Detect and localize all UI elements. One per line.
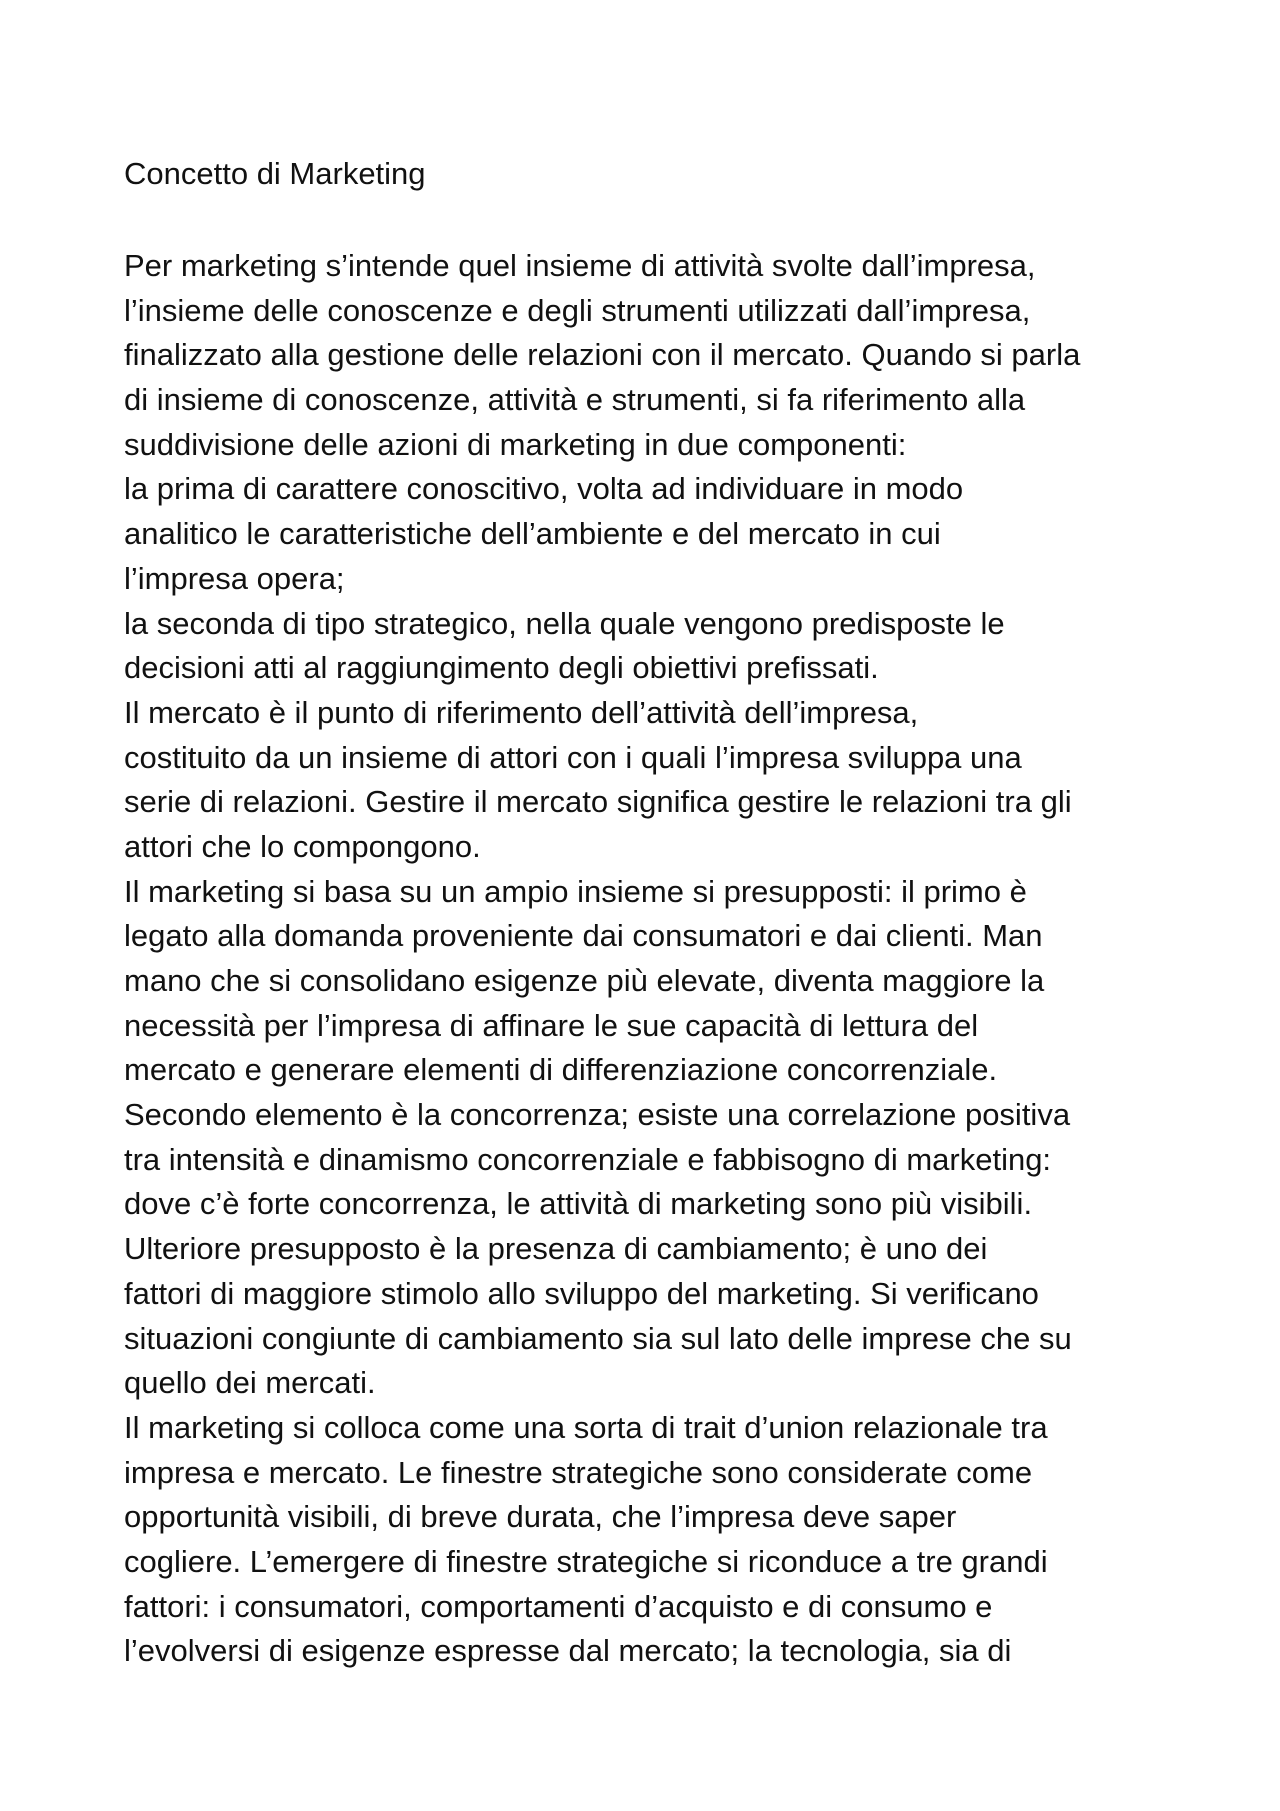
body-line: l’insieme delle conoscenze e degli strumenti utilizzati dall’impresa, [124, 292, 1031, 328]
body-line: necessità per l’impresa di affinare le sue capacità di lettura del [124, 1007, 979, 1043]
body-line: Il mercato è il punto di riferimento dell’attività dell’impresa, [124, 694, 919, 730]
body-line: finalizzato alla gestione delle relazioni con il mercato. Quando si parla [124, 337, 1081, 373]
body-line: situazioni congiunte di cambiamento sia sul lato delle imprese che su [124, 1320, 1072, 1356]
body-line: Il marketing si colloca come una sorta di trait d’union relazionale tra [124, 1409, 1048, 1445]
body-line: fattori: i consumatori, comportamenti d’acquisto e di consumo e [124, 1588, 993, 1624]
body-line: impresa e mercato. Le finestre strategiche sono considerate come [124, 1454, 1033, 1490]
body-line: analitico le caratteristiche dell’ambiente e del mercato in cui [124, 516, 941, 552]
body-line: attori che lo compongono. [124, 828, 481, 864]
document-body [124, 244, 1204, 1674]
body-line: la prima di carattere conoscitivo, volta ad individuare in modo [124, 471, 964, 507]
body-line: Il marketing si basa su un ampio insieme si presupposti: il primo è [124, 873, 1027, 909]
body-line: di insieme di conoscenze, attività e strumenti, si fa riferimento alla [124, 382, 1026, 418]
document-title: Concetto di Marketing [124, 156, 426, 191]
body-line: tra intensità e dinamismo concorrenziale e fabbisogno di marketing: [124, 1141, 1052, 1177]
body-line: dove c’è forte concorrenza, le attività di marketing sono più visibili. [124, 1186, 1033, 1222]
body-line: suddivisione delle azioni di marketing in due componenti: [124, 426, 907, 462]
body-line: l’evolversi di esigenze espresse dal mercato; la tecnologia, sia di [124, 1633, 1012, 1669]
body-line: fattori di maggiore stimolo allo sviluppo del marketing. Si verificano [124, 1275, 1039, 1311]
body-line: serie di relazioni. Gestire il mercato significa gestire le relazioni tra gli [124, 784, 1072, 820]
body-line: mercato e generare elementi di differenziazione concorrenziale. [124, 1052, 998, 1088]
body-line: costituito da un insieme di attori con i quali l’impresa sviluppa una [124, 739, 1022, 775]
body-line: decisioni atti al raggiungimento degli obiettivi prefissati. [124, 650, 879, 686]
body-line: l’impresa opera; [124, 560, 345, 596]
body-line: la seconda di tipo strategico, nella quale vengono predisposte le [124, 605, 1005, 641]
body-line: Ulteriore presupposto è la presenza di cambiamento; è uno dei [124, 1231, 988, 1267]
body-line: Secondo elemento è la concorrenza; esiste una correlazione positiva [124, 1097, 1071, 1133]
body-line: cogliere. L’emergere di finestre strategiche si riconduce a tre grandi [124, 1543, 1048, 1579]
body-line: Per marketing s’intende quel insieme di attività svolte dall’impresa, [124, 248, 1036, 283]
body-line: opportunità visibili, di breve durata, che l’impresa deve saper [124, 1499, 957, 1535]
body-line: mano che si consolidano esigenze più elevate, diventa maggiore la [124, 963, 1045, 998]
body-line: legato alla domanda proveniente dai consumatori e dai clienti. Man [124, 918, 1043, 954]
body-line: quello dei mercati. [124, 1365, 376, 1401]
